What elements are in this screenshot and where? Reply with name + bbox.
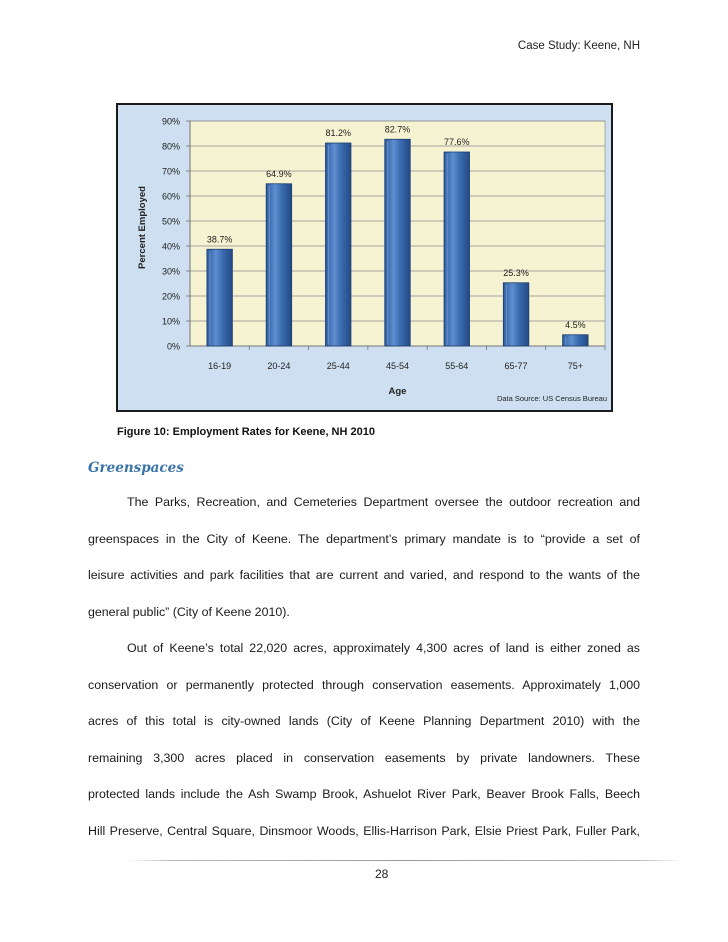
- y-tick-label: 70%: [161, 166, 180, 177]
- bar-20-24: [266, 184, 291, 346]
- data-label: 4.5%: [565, 319, 586, 330]
- y-tick-label: 20%: [161, 291, 180, 302]
- y-tick-label: 60%: [161, 191, 180, 202]
- bar-25-44: [325, 143, 350, 346]
- footer-rule: [128, 860, 683, 861]
- x-tick-label: 25-44: [326, 361, 350, 371]
- paragraph-line: The Parks, Recreation, and Cemeteries Department oversee the outdoor recreation and: [127, 495, 640, 509]
- x-tick-label: 55-64: [445, 361, 469, 371]
- paragraph-line: Hill Preserve, Central Square, Dinsmoor Woods, Ellis-Harrison Park, Elsie Priest Park, Fuller Park,: [88, 823, 640, 838]
- bar-16-19: [207, 249, 232, 346]
- x-tick-label: 75+: [567, 361, 583, 371]
- page-number: 28: [375, 867, 389, 881]
- y-tick-label: 80%: [161, 141, 180, 152]
- x-tick-label: 16-19: [208, 361, 232, 371]
- paragraph-line: protected lands include the Ash Swamp Brook, Ashuelot River Park, Beaver Brook Falls, Beech: [88, 787, 640, 801]
- y-tick-label: 10%: [161, 316, 180, 327]
- x-tick-label: 65-77: [504, 361, 528, 371]
- data-label: 38.7%: [206, 234, 233, 245]
- data-source-note: Data Source: US Census Bureau: [496, 394, 607, 403]
- paragraph-1: [88, 484, 640, 630]
- chart-canvas: [118, 105, 611, 410]
- x-tick-label: 45-54: [385, 361, 410, 371]
- paragraph-line: Out of Keene’s total 22,020 acres, approximately 4,300 acres of land is either zoned as: [127, 641, 640, 655]
- y-tick-label: 0%: [166, 341, 180, 352]
- data-label: 81.2%: [325, 128, 351, 138]
- figure-caption: Figure 10: Employment Rates for Keene, NH 2010: [117, 426, 375, 438]
- paragraph-line: remaining 3,300 acres placed in conservation easements by private landowners. These: [88, 750, 640, 765]
- x-axis-title: Age: [388, 386, 407, 397]
- y-tick-label: 30%: [161, 266, 180, 277]
- paragraph-line: acres of this total is city-owned lands (City of Keene Planning Department 2010) with the: [88, 714, 640, 728]
- y-tick-label: 50%: [161, 216, 180, 227]
- data-label: 77.6%: [444, 137, 470, 147]
- y-axis-title: Percent Employed: [137, 186, 148, 269]
- running-header: Case Study: Keene, NH: [517, 40, 640, 52]
- section-heading: Greenspaces: [88, 460, 184, 476]
- paragraph-line: leisure activities and park facilities that are current and varied, and respond to the wants of the: [88, 568, 640, 582]
- bar-45-54: [385, 139, 410, 346]
- data-label: 64.9%: [266, 168, 292, 179]
- bar-55-64: [444, 152, 469, 346]
- bar-75+: [563, 335, 588, 346]
- y-tick-label: 90%: [161, 116, 180, 127]
- paragraph-line: general public” (City of Keene 2010).: [88, 604, 290, 619]
- employment-chart: [116, 103, 613, 412]
- paragraph-line: greenspaces in the City of Keene. The department’s primary mandate is to “provide a set of: [88, 531, 640, 546]
- x-tick-label: 20-24: [267, 361, 291, 371]
- paragraph-line: conservation or permanently protected through conservation easements. Approximately 1,000: [88, 677, 640, 692]
- y-tick-label: 40%: [161, 241, 180, 252]
- data-label: 82.7%: [384, 124, 411, 135]
- bar-65-77: [503, 283, 528, 346]
- data-label: 25.3%: [503, 267, 529, 278]
- paragraph-2: [88, 630, 640, 849]
